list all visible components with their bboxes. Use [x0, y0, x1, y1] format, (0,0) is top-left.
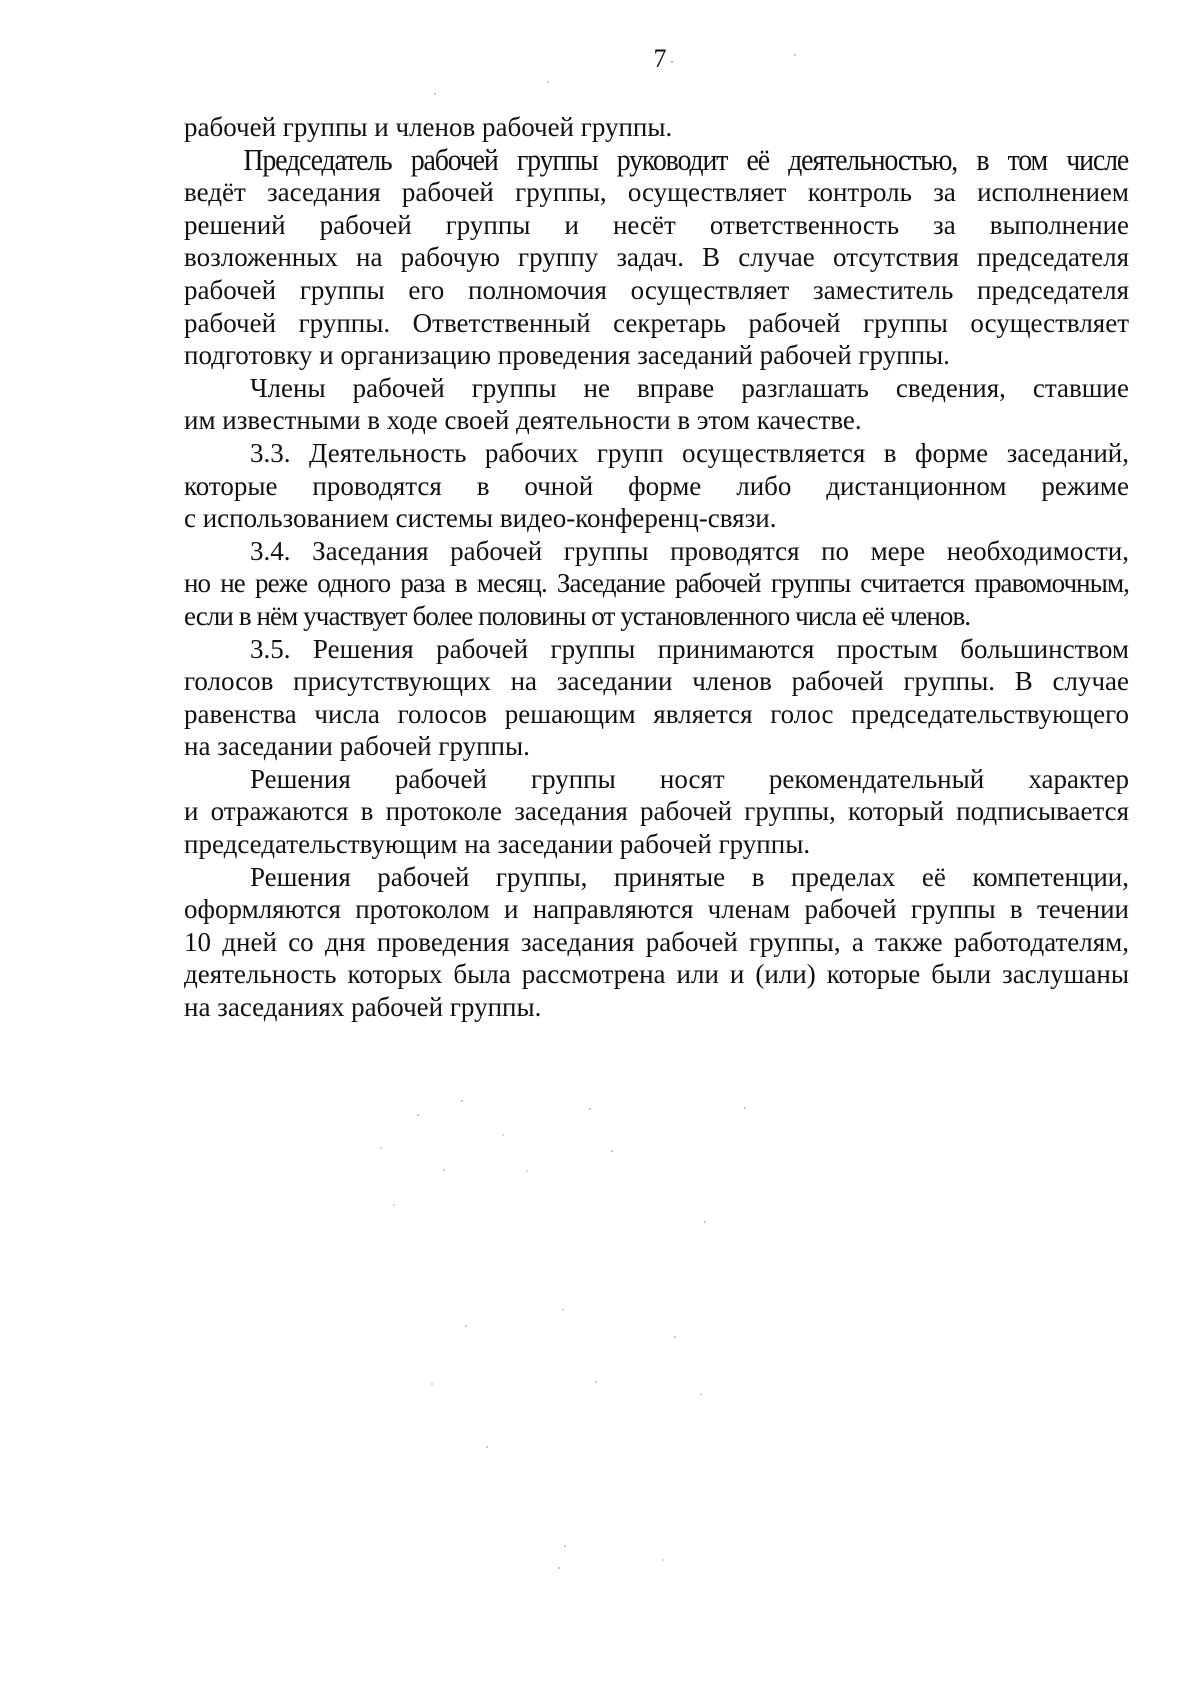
text-line: рабочей группы. Ответственный секретарь рабочей группы осуществляет [184, 307, 1129, 338]
page-number: 7 [653, 44, 667, 73]
text-line: с использованием системы видео-конференц-связи. [184, 503, 777, 534]
text-line: 3.5. Решения рабочей группы принимаются простым большинством [250, 633, 1129, 664]
text-line: которые проводятся в очной форме либо дистанционном режиме [184, 470, 1129, 501]
text-line: оформляются протоколом и направляются членам рабочей группы в течении [184, 894, 1129, 925]
text-line: рабочей группы его полномочия осуществляет заместитель председателя [184, 274, 1129, 305]
text-line: 3.4. Заседания рабочей группы проводятся по мере необходимости, [250, 535, 1129, 566]
text-line: 3.3. Деятельность рабочих групп осуществляется в форме заседаний, [250, 437, 1129, 468]
text-line: ведёт заседания рабочей группы, осуществляет контроль за исполнением [184, 177, 1129, 208]
text-line: деятельность которых была рассмотрена или и (или) которые были заслушаны [184, 959, 1129, 990]
text-line: 10 дней со дня проведения заседания рабочей группы, а также работодателям, [184, 926, 1129, 957]
text-line: на заседаниях рабочей группы. [184, 992, 542, 1023]
text-line: Решения рабочей группы носят рекомендательный характер [250, 763, 1129, 794]
text-line: и отражаются в протоколе заседания рабочей группы, который подписывается [184, 796, 1129, 827]
text-line: Решения рабочей группы, принятые в пределах её компетенции, [250, 861, 1129, 892]
text-line: решений рабочей группы и несёт ответственность за выполнение [184, 209, 1129, 240]
text-line: председательствующим на заседании рабочей группы. [184, 829, 811, 860]
text-line: подготовку и организацию проведения заседаний рабочей группы. [184, 340, 950, 371]
text-line: возложенных на рабочую группу задач. В случае отсутствия председателя [184, 242, 1129, 273]
text-line: рабочей группы и членов рабочей группы. [184, 112, 673, 142]
text-line: но не реже одного раза в месяц. Заседание рабочей группы считается правомочным, [184, 568, 1129, 599]
text-line: равенства числа голосов решающим является голос председательствующего [184, 698, 1129, 729]
text-line: Председатель рабочей группы руководит её деятельностью, в том числе [243, 141, 1129, 177]
text-line: голосов присутствующих на заседании членов рабочей группы. В случае [184, 666, 1129, 697]
document-body [184, 111, 1129, 1024]
text-line: им известными в ходе своей деятельности в этом качестве. [184, 405, 862, 436]
text-line: если в нём участвует более половины от установленного числа её членов. [184, 600, 971, 631]
text-line: на заседании рабочей группы. [184, 731, 530, 762]
text-line: Члены рабочей группы не вправе разглашать сведения, ставшие [250, 372, 1129, 403]
